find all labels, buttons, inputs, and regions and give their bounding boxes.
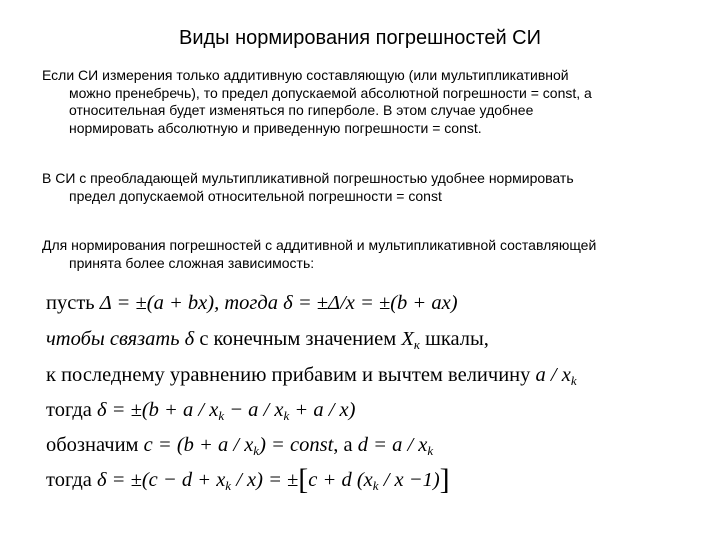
paragraph-line: предел допускаемой относительной погрешности = const [69, 187, 442, 204]
paragraph-line: Если СИ измерения только аддитивную составляющую (или мультипликативной [42, 67, 569, 83]
paragraph-line: относительная будет изменяться по гиперболе. В этом случае удобнее [69, 102, 534, 118]
formula-expression: − a / x [224, 399, 284, 421]
formula-text: пусть [46, 292, 95, 314]
formula-line-5 [46, 434, 433, 457]
formula-text: обозначим [46, 434, 139, 456]
slide-title: Виды нормирования погрешностей СИ [178, 27, 541, 49]
formula-subscript: k [570, 373, 577, 388]
formula-line-6 [46, 463, 450, 496]
formula-line-1 [46, 292, 458, 315]
formula-text: к последнему уравнению прибавим и вычтем величину [46, 364, 531, 386]
bracket-close: ] [439, 463, 450, 496]
paragraph-line: В СИ с преобладающей мультипликативной погрешностью удобнее нормировать [42, 170, 574, 186]
formula-expression: / x) = ± [231, 469, 299, 491]
formula-subscript: k [372, 478, 379, 493]
formula-variable: X [401, 328, 414, 350]
formula-subscript: k [218, 408, 225, 423]
formula-line-3 [46, 364, 577, 387]
formula-text: тогда [46, 399, 92, 421]
formula-text: тогда [46, 469, 92, 491]
formula-text: тогда [224, 292, 279, 314]
formula-line-4 [46, 399, 355, 422]
formula-expression: Δ = ±(a + bx), [99, 292, 220, 314]
formula-expression: / x −1) [378, 469, 440, 491]
formula-expression: d = a / x [357, 434, 428, 456]
paragraph-line: Для нормирования погрешностей с аддитивной и мультипликативной составляющей [42, 237, 597, 253]
formula-expression: c + d (x [308, 469, 373, 491]
paragraph-additive [42, 67, 692, 137]
formula-expression: δ = ±Δ/x = ±(b + ax) [283, 292, 458, 314]
formula-line-2 [46, 328, 489, 351]
paragraph-line: принята более сложная зависимость: [69, 254, 315, 271]
paragraph-multiplicative [42, 170, 692, 205]
formula-expression: δ = ±(b + a / x [96, 399, 219, 421]
formula-text: , а [333, 434, 353, 456]
bracket-open: [ [298, 463, 309, 496]
formula-expression: δ = ±(c − d + x [96, 469, 226, 491]
paragraph-combined [42, 237, 692, 272]
formula-expression: c = (b + a / x [143, 434, 254, 456]
formula-text: шкалы, [425, 328, 489, 350]
formula-text: чтобы связать δ [46, 328, 195, 350]
formula-subscript: k [253, 443, 260, 458]
formula-expression: a / x [535, 364, 571, 386]
paragraph-line: нормировать абсолютную и приведенную погрешности = const. [69, 119, 482, 136]
formula-subscript: k [225, 478, 232, 493]
formula-expression: + a / x) [289, 399, 356, 421]
formula-subscript: к [413, 337, 420, 352]
paragraph-line: можно пренебречь), то предел допускаемой абсолютной погрешности = const, а [69, 84, 592, 101]
formula-text: с конечным значением [199, 328, 397, 350]
formula-subscript: k [283, 408, 290, 423]
formula-expression: ) = const [259, 434, 334, 456]
formula-subscript: k [427, 443, 434, 458]
